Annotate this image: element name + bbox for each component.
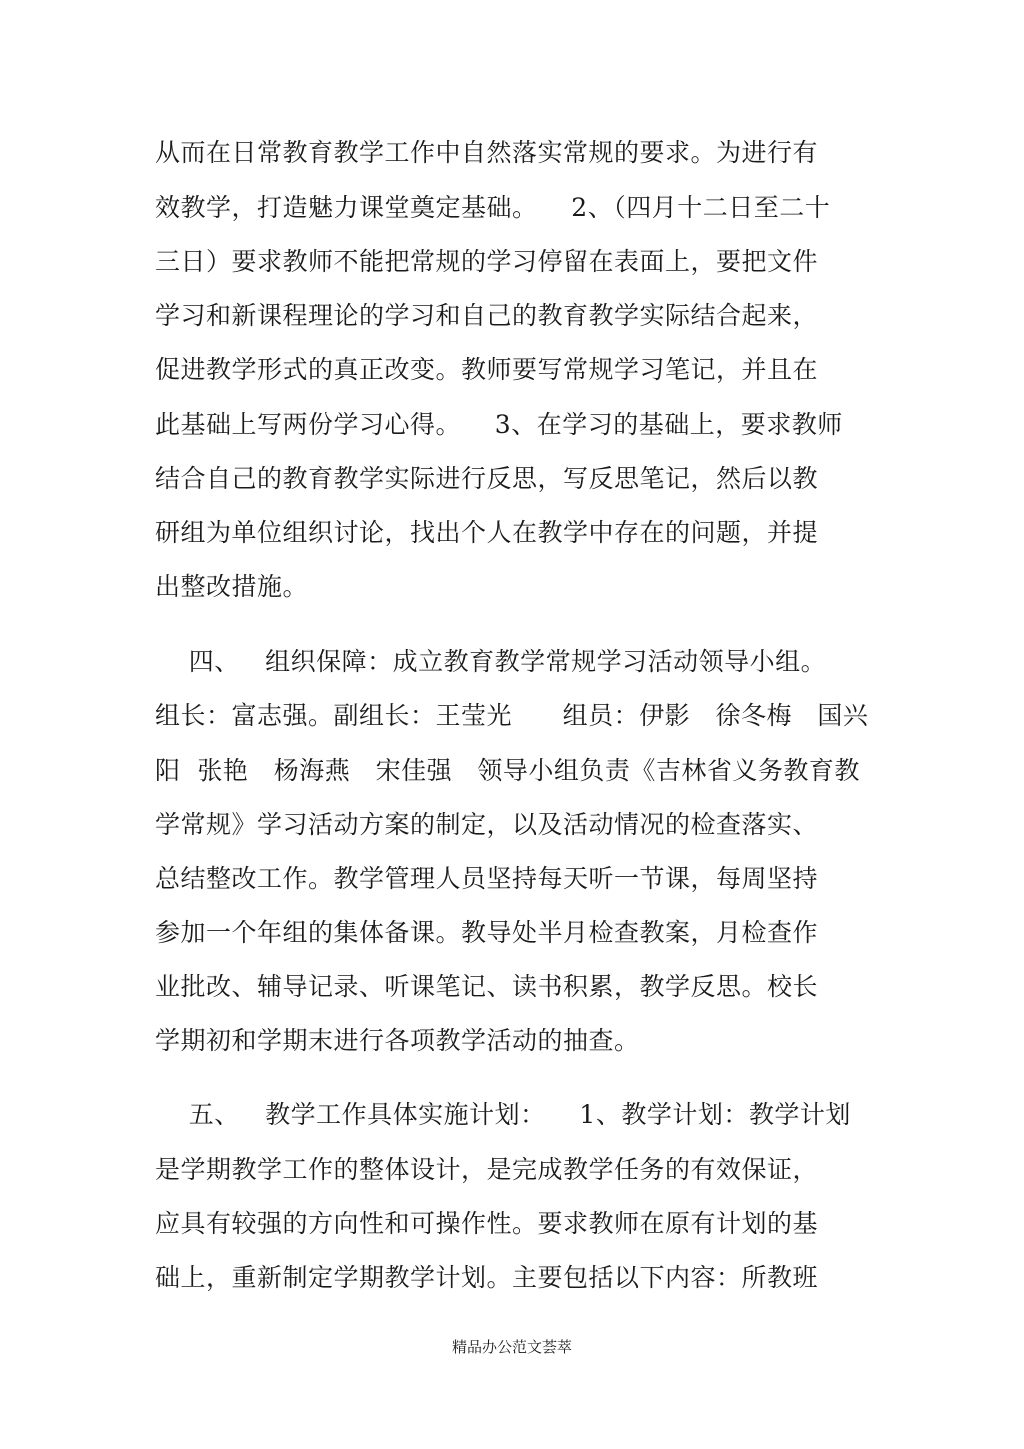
text-line: 总结整改工作。教学管理人员坚持每天听一节课，每周坚持	[155, 864, 819, 893]
section-heading-line: 四、 组织保障：成立教育教学常规学习活动领导小组。	[155, 647, 827, 676]
text-line: 组长：富志强。副组长：王莹光 组员：伊影 徐冬梅 国兴	[155, 701, 869, 730]
text-line: 学常规》学习活动方案的制定，以及活动情况的检查落实、	[155, 810, 819, 839]
text-line: 结合自己的教育教学实际进行反思，写反思笔记，然后以教	[155, 464, 819, 493]
text-line: 业批改、辅导记录、听课笔记、读书积累，教学反思。校长	[155, 972, 819, 1001]
text-line: 础上，重新制定学期教学计划。主要包括以下内容：所教班	[155, 1263, 819, 1292]
text-line: 出整改措施。	[155, 572, 309, 601]
text-line: 学期初和学期末进行各项教学活动的抽查。	[155, 1026, 640, 1055]
text-line: 应具有较强的方向性和可操作性。要求教师在原有计划的基	[155, 1209, 819, 1238]
text-line: 参加一个年组的集体备课。教导处半月检查教案，月检查作	[155, 918, 819, 947]
text-line: 研组为单位组织讨论，找出个人在教学中存在的问题，并提	[155, 518, 819, 547]
text-line: 学习和新课程理论的学习和自己的教育教学实际结合起来，	[155, 301, 819, 330]
text-line: 促进教学形式的真正改变。教师要写常规学习笔记，并且在	[155, 355, 819, 384]
text-line: 是学期教学工作的整体设计，是完成教学任务的有效保证，	[155, 1155, 819, 1184]
text-line: 从而在日常教育教学工作中自然落实常规的要求。为进行有	[155, 138, 819, 167]
text-line: 三日）要求教师不能把常规的学习停留在表面上，要把文件	[155, 247, 819, 276]
section-heading-line: 五、 教学工作具体实施计划： 1、教学计划：教学计划	[155, 1100, 851, 1129]
text-line: 此基础上写两份学习心得。 3、在学习的基础上，要求教师	[155, 410, 843, 439]
page-footer: 精品办公范文荟萃	[451, 1338, 572, 1356]
text-line: 效教学，打造魅力课堂奠定基础。 2、（四月十二日至二十	[155, 193, 831, 222]
text-line: 阳 张艳 杨海燕 宋佳强 领导小组负责《吉林省义务教育教	[155, 756, 860, 785]
